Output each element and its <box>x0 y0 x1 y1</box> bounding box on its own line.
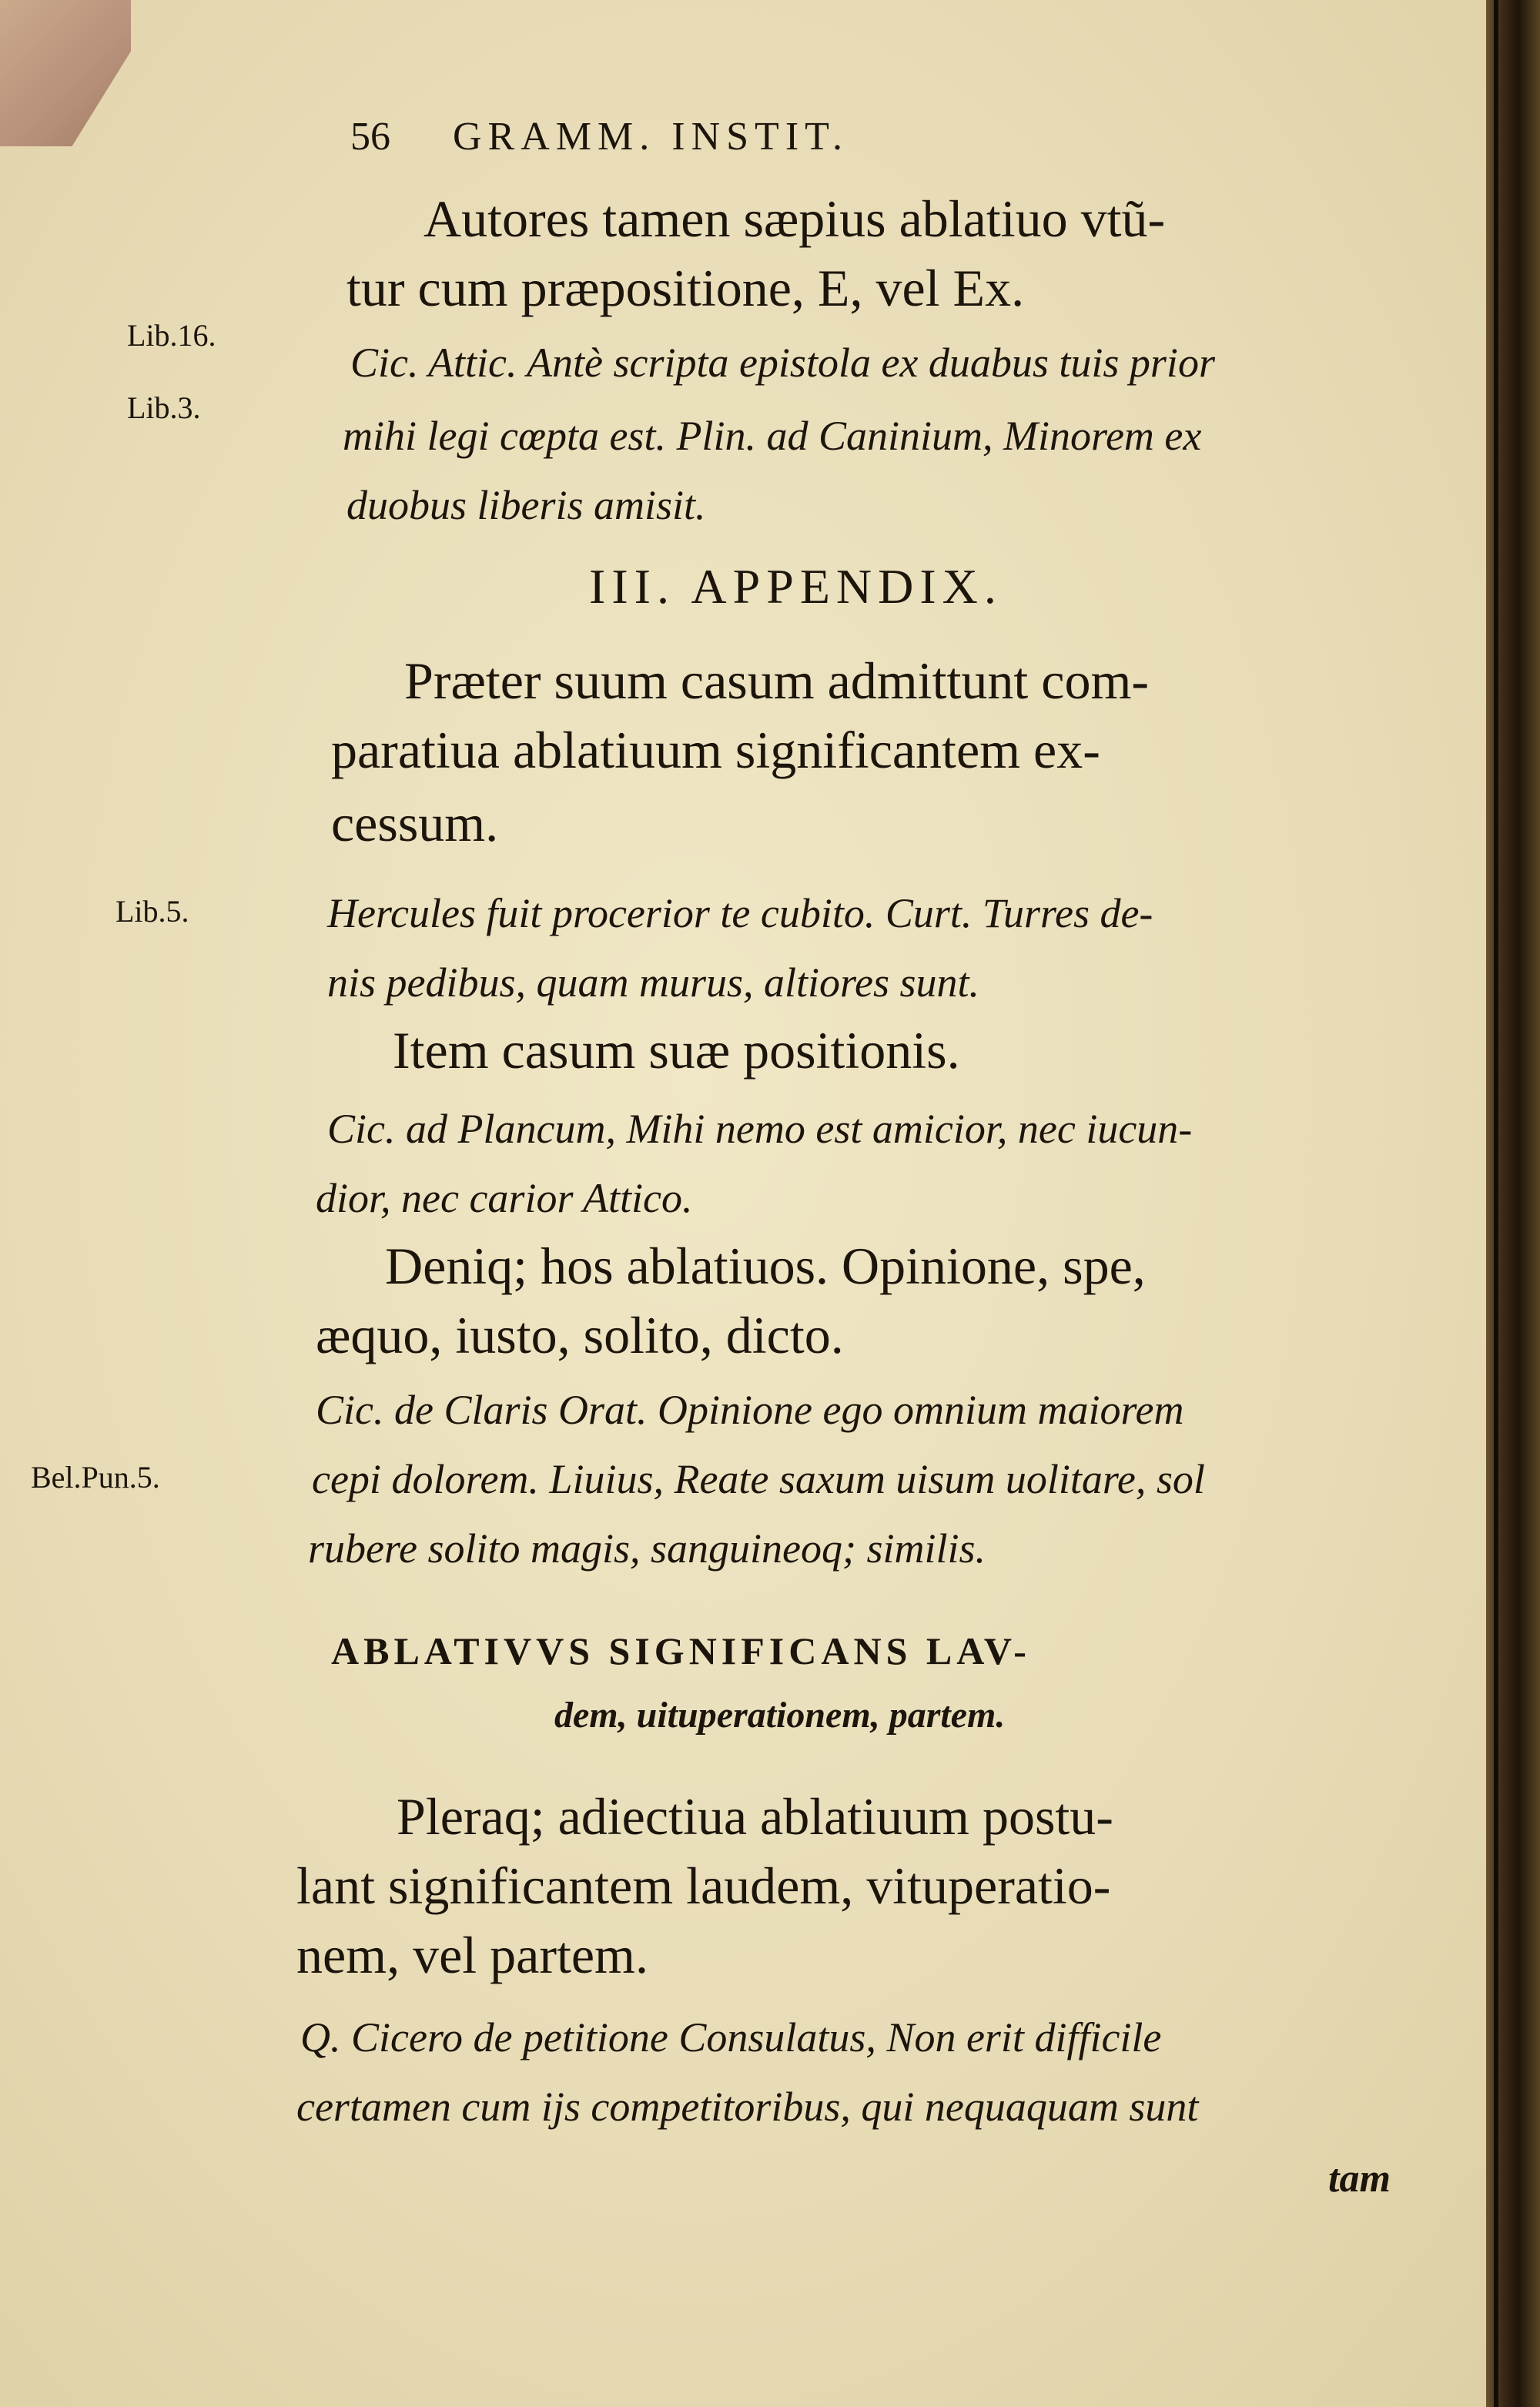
margin-note: Lib.16. <box>127 318 216 353</box>
rule-text-line: æquo, iusto, solito, dicto. <box>316 1306 844 1364</box>
page-number: 56 <box>350 115 390 159</box>
quote-text-line: Cic. Attic. Antè scripta epistola ex duabus tuis prior <box>350 340 1215 386</box>
quote-text-line: Cic. de Claris Orat. Opinione ego omnium maiorem <box>316 1387 1184 1433</box>
section-heading: ABLATIVVS SIGNIFICANS LAV- <box>331 1629 1031 1672</box>
quote-text-line: Q. Cicero de petitione Consulatus, Non erit difficile <box>300 2014 1162 2061</box>
quote-text-line: cepi dolorem. Liuius, Reate saxum uisum uolitare, sol <box>312 1456 1205 1502</box>
margin-note: Bel.Pun.5. <box>31 1460 160 1495</box>
rule-text-line: Item casum suæ positionis. <box>393 1021 960 1080</box>
quote-text-line: mihi legi cœpta est. Plin. ad Caninium, Minorem ex <box>343 413 1202 459</box>
rule-text-line: tur cum præpositione, E, vel Ex. <box>346 259 1025 317</box>
rule-text-line: cessum. <box>331 794 499 852</box>
rule-text-line: Præter suum casum admittunt com- <box>404 651 1149 710</box>
rule-text-line: lant significantem laudem, vituperatio- <box>296 1856 1111 1915</box>
quote-text-line: rubere solito magis, sanguineoq; similis. <box>308 1525 986 1572</box>
catchword: tam <box>1328 2157 1391 2201</box>
quote-text-line: dior, nec carior Attico. <box>316 1175 693 1221</box>
quote-text-line: nis pedibus, quam murus, altiores sunt. <box>327 959 980 1006</box>
rule-text-line: paratiua ablatiuum significantem ex- <box>331 721 1100 779</box>
quote-text-line: Cic. ad Plancum, Mihi nemo est amicior, nec iucun- <box>327 1106 1193 1152</box>
rule-text-line: Pleraq; adiectiua ablatiuum postu- <box>397 1787 1113 1846</box>
quote-text-line: Hercules fuit procerior te cubito. Curt. Turres de- <box>327 890 1153 936</box>
quote-text-line: duobus liberis amisit. <box>346 482 706 528</box>
margin-note: Lib.5. <box>116 894 189 929</box>
running-title: GRAMM. INSTIT. <box>453 115 849 159</box>
rule-text-line: Deniq; hos ablatiuos. Opinione, spe, <box>385 1237 1146 1295</box>
quote-text-line: certamen cum ijs competitoribus, qui nequaquam sunt <box>296 2084 1199 2130</box>
running-head <box>350 114 1274 159</box>
margin-note: Lib.3. <box>127 390 201 425</box>
appendix-heading: III. APPENDIX. <box>589 559 1003 614</box>
section-subheading: dem, uituperationem, partem. <box>554 1695 1006 1736</box>
spine-shadow <box>1494 0 1498 2407</box>
rule-text-line: Autores tamen sæpius ablatiuo vtũ- <box>424 189 1166 248</box>
rule-text-line: nem, vel partem. <box>296 1926 648 1984</box>
